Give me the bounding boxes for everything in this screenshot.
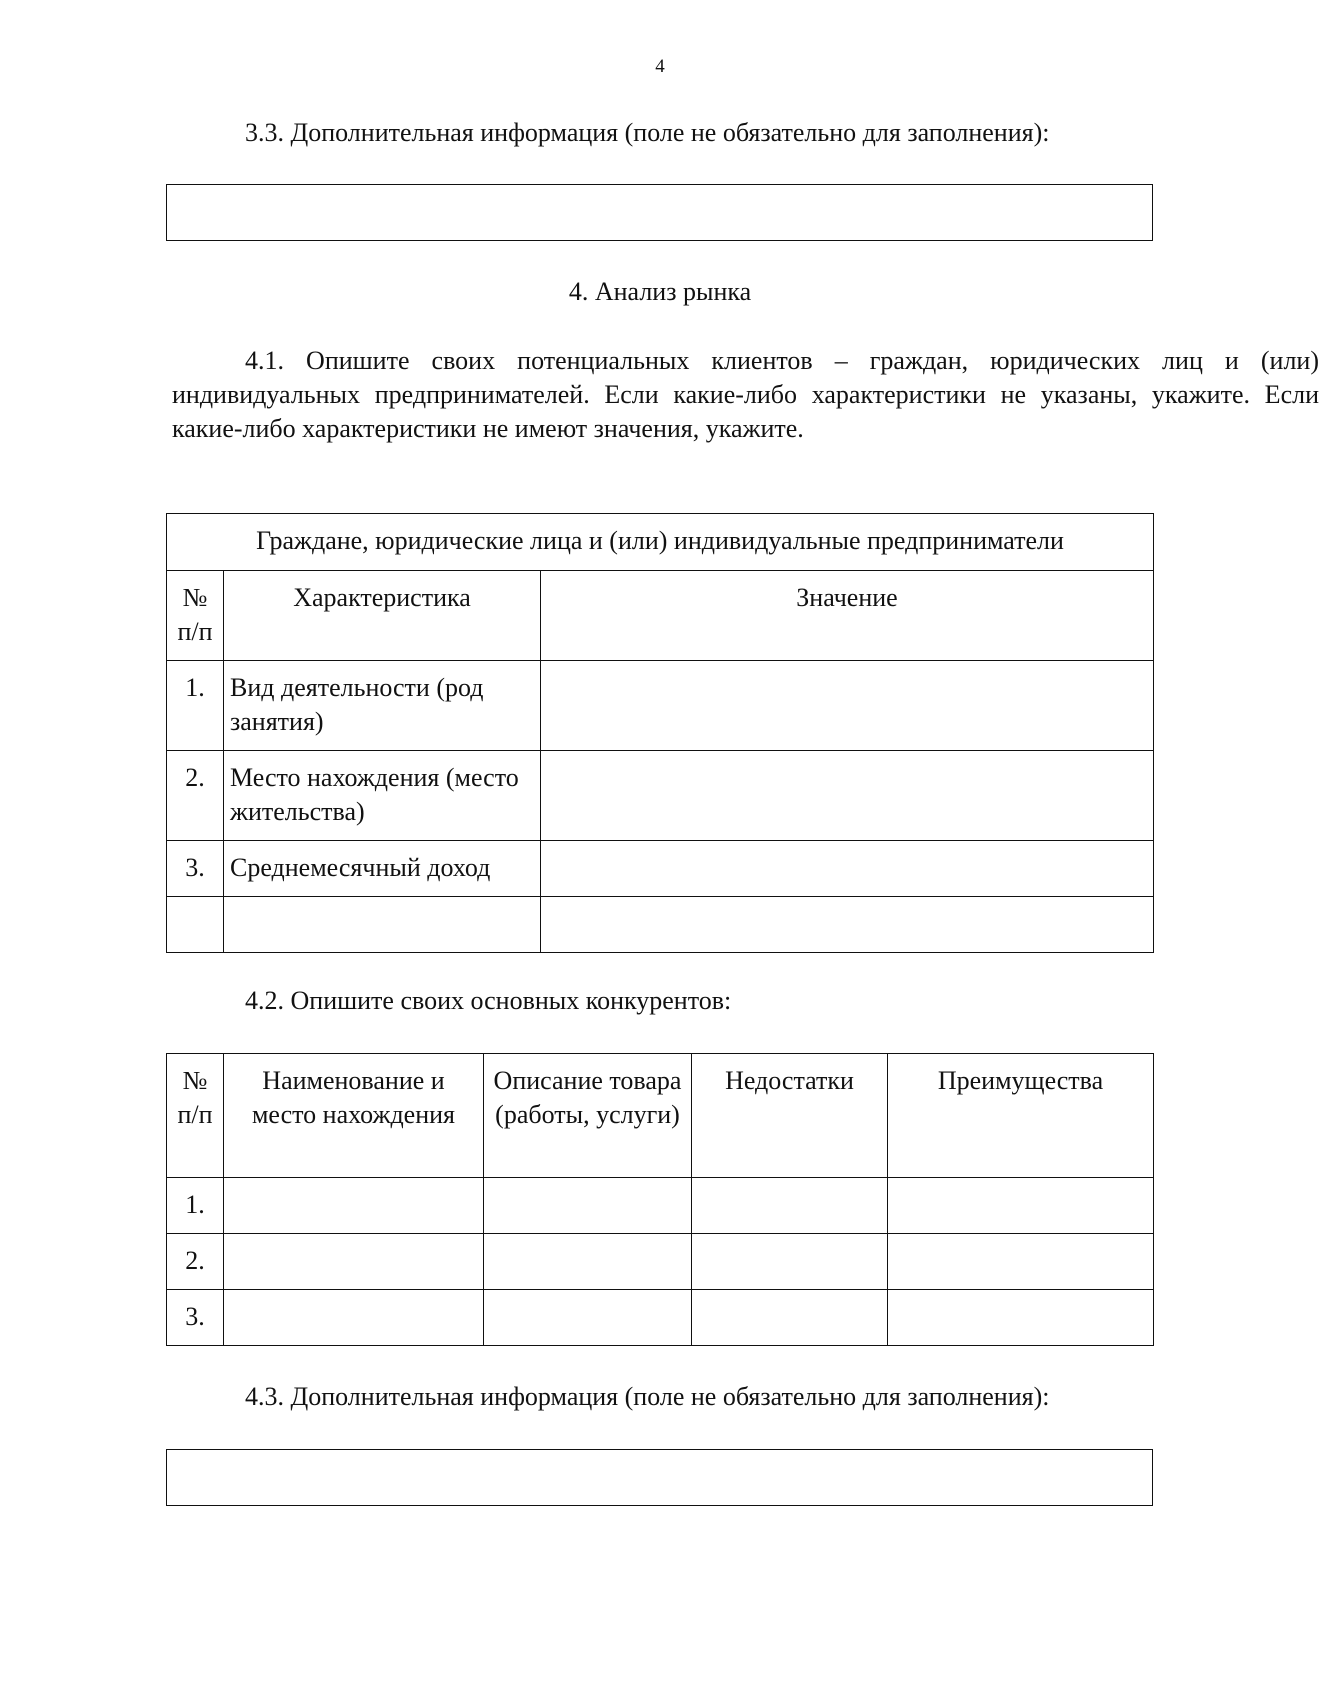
row-disadvantages-cell[interactable]: [692, 1290, 888, 1346]
row-description-cell[interactable]: [484, 1178, 692, 1234]
row-disadvantages-cell[interactable]: [692, 1178, 888, 1234]
section-4-heading: 4. Анализ рынка: [568, 277, 752, 306]
row-num: 3.: [167, 1290, 224, 1346]
row-value-cell[interactable]: [541, 841, 1154, 897]
row-advantages-cell[interactable]: [888, 1234, 1154, 1290]
table-row: [167, 1178, 1154, 1234]
section-4-1-text: 4.1. Опишите своих потенциальных клиентов – граждан, юридических лиц и (или) индивидуальных предпринимателей. Если какие-либо характеристики не указаны, укажите. Если какие-либо характеристики не имеют значения, укажите.: [172, 346, 1319, 443]
row-num: 3.: [167, 841, 224, 897]
row-name-cell[interactable]: [224, 1290, 484, 1346]
table-row: [167, 897, 1154, 953]
row-characteristic: Вид деятельности (род занятия): [224, 661, 541, 751]
row-num[interactable]: [167, 897, 224, 953]
additional-info-field-4-3[interactable]: [166, 1449, 1153, 1506]
table-row: [167, 751, 1154, 841]
header-description: Описание товара (работы, услуги): [484, 1054, 692, 1178]
section-4-1-paragraph: [172, 344, 1319, 446]
additional-info-field-3-3[interactable]: [166, 184, 1153, 241]
section-3-3-label: 3.3. Дополнительная информация (поле не обязательно для заполнения):: [245, 118, 1050, 147]
header-num: № п/п: [167, 571, 224, 661]
section-4-3-label: 4.3. Дополнительная информация (поле не обязательно для заполнения):: [245, 1382, 1050, 1411]
table-row: [167, 841, 1154, 897]
row-disadvantages-cell[interactable]: [692, 1234, 888, 1290]
table-row: [167, 1234, 1154, 1290]
clients-table: [166, 513, 1154, 953]
header-disadvantages: Недостатки: [692, 1054, 888, 1178]
header-advantages: Преимущества: [888, 1054, 1154, 1178]
row-num: 2.: [167, 751, 224, 841]
row-name-cell[interactable]: [224, 1234, 484, 1290]
header-value: Значение: [541, 571, 1154, 661]
row-advantages-cell[interactable]: [888, 1178, 1154, 1234]
page-number: 4: [655, 56, 665, 77]
row-value-cell[interactable]: [541, 897, 1154, 953]
row-num: 2.: [167, 1234, 224, 1290]
table-row: [167, 1290, 1154, 1346]
row-value-cell[interactable]: [541, 751, 1154, 841]
header-characteristic: Характеристика: [224, 571, 541, 661]
row-num: 1.: [167, 661, 224, 751]
row-advantages-cell[interactable]: [888, 1290, 1154, 1346]
row-value-cell[interactable]: [541, 661, 1154, 751]
row-name-cell[interactable]: [224, 1178, 484, 1234]
row-characteristic: Среднемесячный доход: [224, 841, 541, 897]
row-description-cell[interactable]: [484, 1290, 692, 1346]
clients-table-caption: Граждане, юридические лица и (или) индивидуальные предприниматели: [167, 514, 1154, 571]
header-name: Наименование и место нахождения: [224, 1054, 484, 1178]
row-characteristic: Место нахождения (место жительства): [224, 751, 541, 841]
row-num: 1.: [167, 1178, 224, 1234]
competitors-table: [166, 1053, 1154, 1346]
row-characteristic[interactable]: [224, 897, 541, 953]
table-row: [167, 661, 1154, 751]
header-num: № п/п: [167, 1054, 224, 1178]
row-description-cell[interactable]: [484, 1234, 692, 1290]
section-4-2-label: 4.2. Опишите своих основных конкурентов:: [245, 986, 732, 1015]
